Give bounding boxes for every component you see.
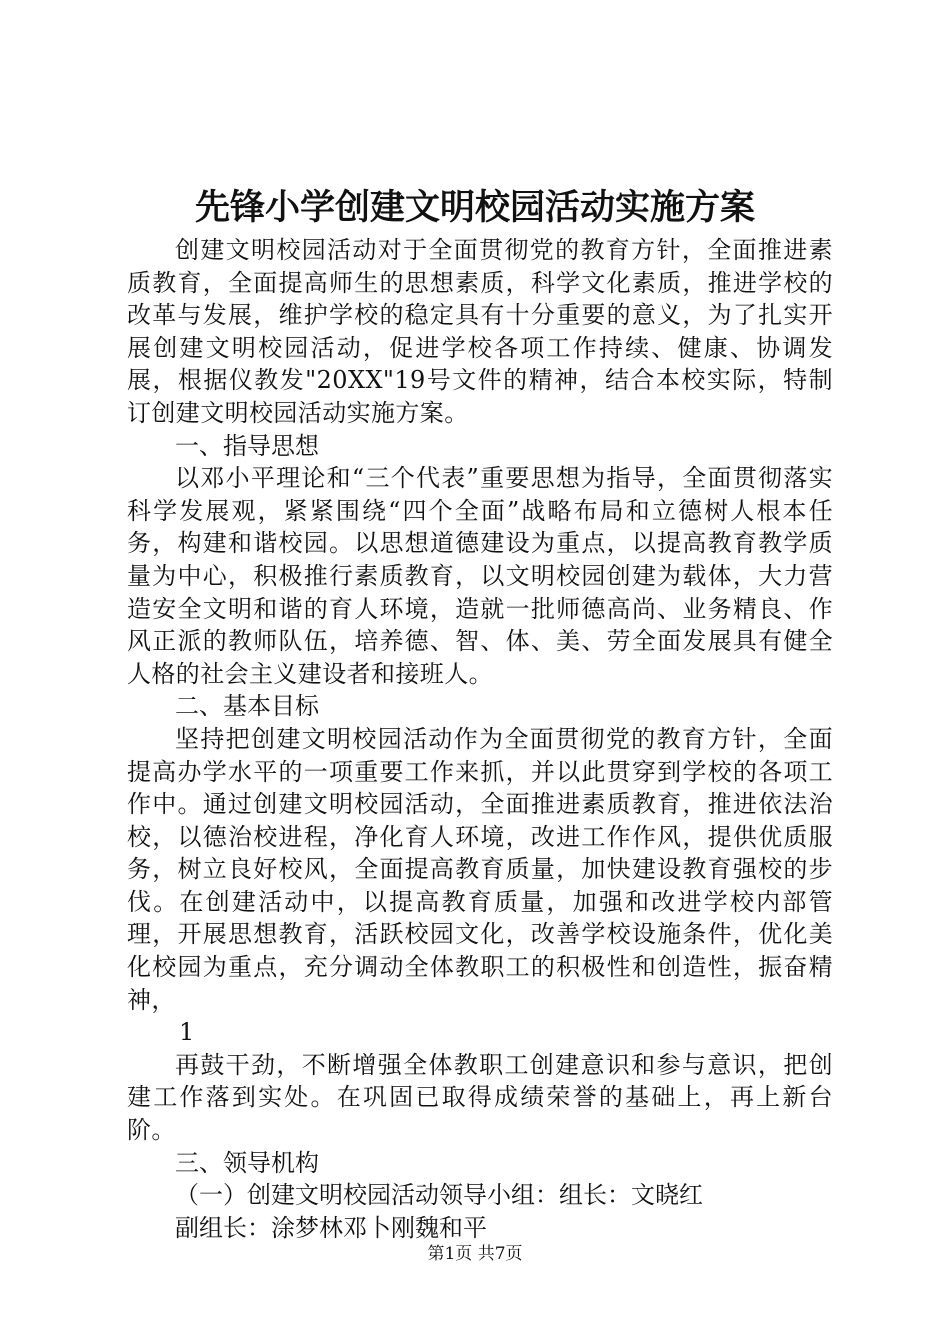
paragraph-guiding-thought: 以邓小平理论和“三个代表”重要思想为指导，全面贯彻落实科学发展观，紧紧围绕“四个全面”战略布局和立德树人根本任务，构建和谐校园。以思想道德建设为重点，以提高教育教学质量为中心，积极推行素质教育，以文明校园创建为载体，大力营造安全文明和谐的育人环境，造就一批师德高尚、业务精良、作风正派的教师队伍，培养德、智、体、美、劳全面发展具有健全人格的社会主义建设者和接班人。 xyxy=(127,464,833,688)
deputy-leaders-line: 副组长：涂梦林邓卜刚魏和平 xyxy=(175,1213,487,1242)
section-heading-basic-goals: 二、基本目标 xyxy=(175,692,319,721)
inline-page-number: 1 xyxy=(179,1018,195,1047)
paragraph-basic-goals-continued: 再鼓干劲，不断增强全体教职工创建意识和参与意识，把创建工作落到实处。在巩固已取得成绩荣誉的基础上，再上新台阶。 xyxy=(127,1050,833,1145)
document-title: 先锋小学创建文明校园活动实施方案 xyxy=(194,187,755,228)
section-heading-guiding-thought: 一、指导思想 xyxy=(175,431,319,460)
document-body xyxy=(127,234,833,1244)
paragraph-basic-goals: 坚持把创建文明校园活动作为全面贯彻党的教育方针，全面提高办学水平的一项重要工作来抓，并以此贯穿到学校的各项工作中。通过创建文明校园活动，全面推进素质教育，推进依法治校，以德治校进程，净化育人环境，改进工作作风，提供优质服务，树立良好校风，全面提高教育质量，加快建设教育强校的步伐。在创建活动中，以提高教育质量，加强和改进学校内部管理，开展思想教育，活跃校园文化，改善学校设施条件，优化美化校园为重点，充分调动全体教职工的积极性和创造性，振奋精神， xyxy=(127,724,833,1014)
paragraph-intro: 创建文明校园活动对于全面贯彻党的教育方针，全面推进素质教育，全面提高师生的思想素质，科学文化素质，推进学校的改革与发展，维护学校的稳定具有十分重要的意义，为了扎实开展创建文明校园活动，促进学校各项工作持续、健康、协调发展，根据仪教发"20XX"19号文件的精神，结合本校实际，特制订创建文明校园活动实施方案。 xyxy=(127,236,833,427)
page-footer: 第1页 共7页 xyxy=(427,1244,523,1264)
leadership-group-line: （一）创建文明校园活动领导小组：组长：文晓红 xyxy=(175,1181,703,1210)
section-heading-leadership: 三、领导机构 xyxy=(175,1148,319,1177)
